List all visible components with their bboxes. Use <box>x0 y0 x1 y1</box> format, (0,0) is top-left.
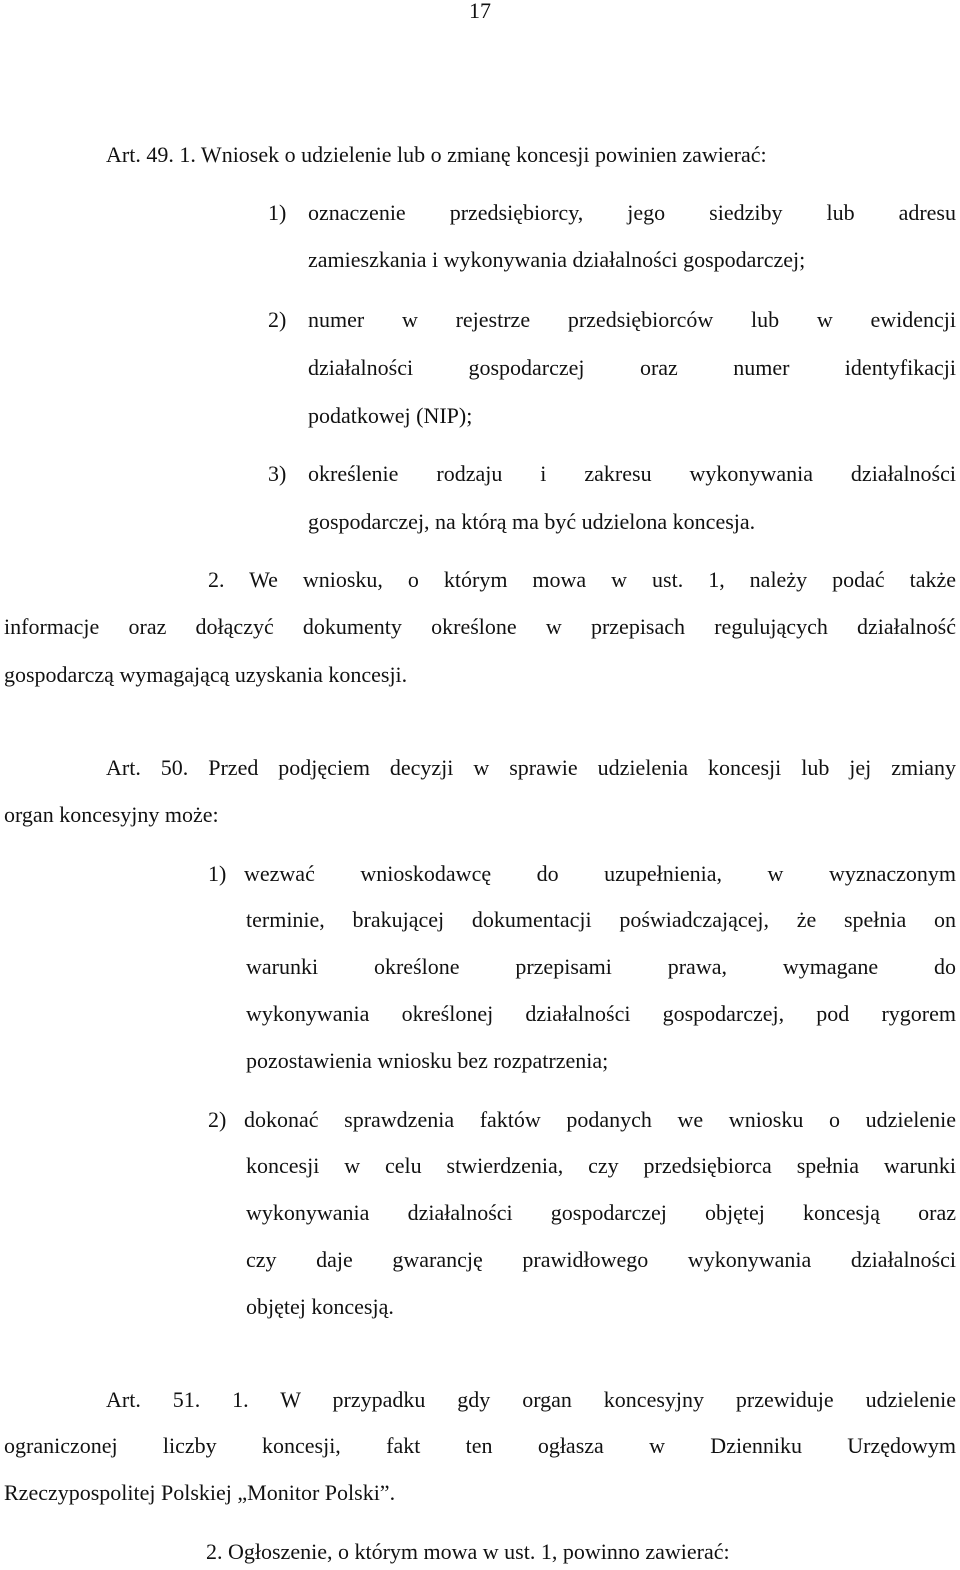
art50-item-2-line-3: wykonywania działalności gospodarczej objętej koncesją oraz <box>246 1200 956 1225</box>
art50-item-2-line-4: czy daje gwarancję prawidłowego wykonywania działalności <box>246 1247 956 1272</box>
art51-line-1: Art. 51. 1. W przypadku gdy organ koncesyjny przewiduje udzielenie <box>106 1387 956 1412</box>
art49-item-2-line-1: numer w rejestrze przedsiębiorców lub w ewidencji <box>308 307 956 332</box>
art49-item-2-line-3: podatkowej (NIP); <box>308 403 473 428</box>
art51-line-3: Rzeczypospolitej Polskiej „Monitor Polski”. <box>4 1480 396 1505</box>
art49-item-3-line-2: gospodarczej, na którą ma być udzielona koncesja. <box>308 509 756 534</box>
page-number: 17 <box>469 0 491 23</box>
art49-p2-line-1: 2. We wniosku, o którym mowa w ust. 1, należy podać także <box>208 567 956 592</box>
art49-item-1-line-2: zamieszkania i wykonywania działalności gospodarczej; <box>308 247 806 272</box>
art50-item-2-line-5: objętej koncesją. <box>246 1294 394 1319</box>
art50-line-2: organ koncesyjny może: <box>4 802 219 827</box>
art50-item-1-line-1: wezwać wnioskodawcę do uzupełnienia, w wyznaczonym <box>244 861 956 886</box>
art49-item-2-number: 2) <box>268 307 287 332</box>
art49-intro: Art. 49. 1. Wniosek o udzielenie lub o zmianę koncesji powinien zawierać: <box>106 142 767 167</box>
art50-item-2-line-2: koncesji w celu stwierdzenia, czy przedsiębiorca spełnia warunki <box>246 1153 956 1178</box>
art51-line-2: ograniczonej liczby koncesji, fakt ten ogłasza w Dzienniku Urzędowym <box>4 1433 956 1458</box>
art50-item-2-line-1: dokonać sprawdzenia faktów podanych we wniosku o udzielenie <box>244 1107 956 1132</box>
art49-item-2-line-2: działalności gospodarczej oraz numer identyfikacji <box>308 355 956 380</box>
art49-item-1-number: 1) <box>268 200 287 225</box>
art50-item-1-number: 1) <box>208 861 227 886</box>
art50-item-1-line-3: warunki określone przepisami prawa, wymagane do <box>246 954 956 979</box>
art50-item-1-line-4: wykonywania określonej działalności gospodarczej, pod rygorem <box>246 1001 956 1026</box>
art50-item-2-number: 2) <box>208 1107 227 1132</box>
art49-item-1-line-1: oznaczenie przedsiębiorcy, jego siedziby lub adresu <box>308 200 956 225</box>
art49-item-3-line-1: określenie rodzaju i zakresu wykonywania działalności <box>308 461 956 486</box>
art49-p2-line-2: informacje oraz dołączyć dokumenty określone w przepisach regulujących działalność <box>4 614 956 639</box>
art51-line-4: 2. Ogłoszenie, o którym mowa w ust. 1, powinno zawierać: <box>206 1539 730 1564</box>
art49-item-3-number: 3) <box>268 461 287 486</box>
art49-p2-line-3: gospodarczą wymagającą uzyskania koncesji. <box>4 662 408 687</box>
art50-item-1-line-5: pozostawienia wniosku bez rozpatrzenia; <box>246 1048 609 1073</box>
art50-line-1: Art. 50. Przed podjęciem decyzji w sprawie udzielenia koncesji lub jej zmiany <box>106 755 956 780</box>
art50-item-1-line-2: terminie, brakującej dokumentacji poświadczającej, że spełnia on <box>246 907 956 932</box>
